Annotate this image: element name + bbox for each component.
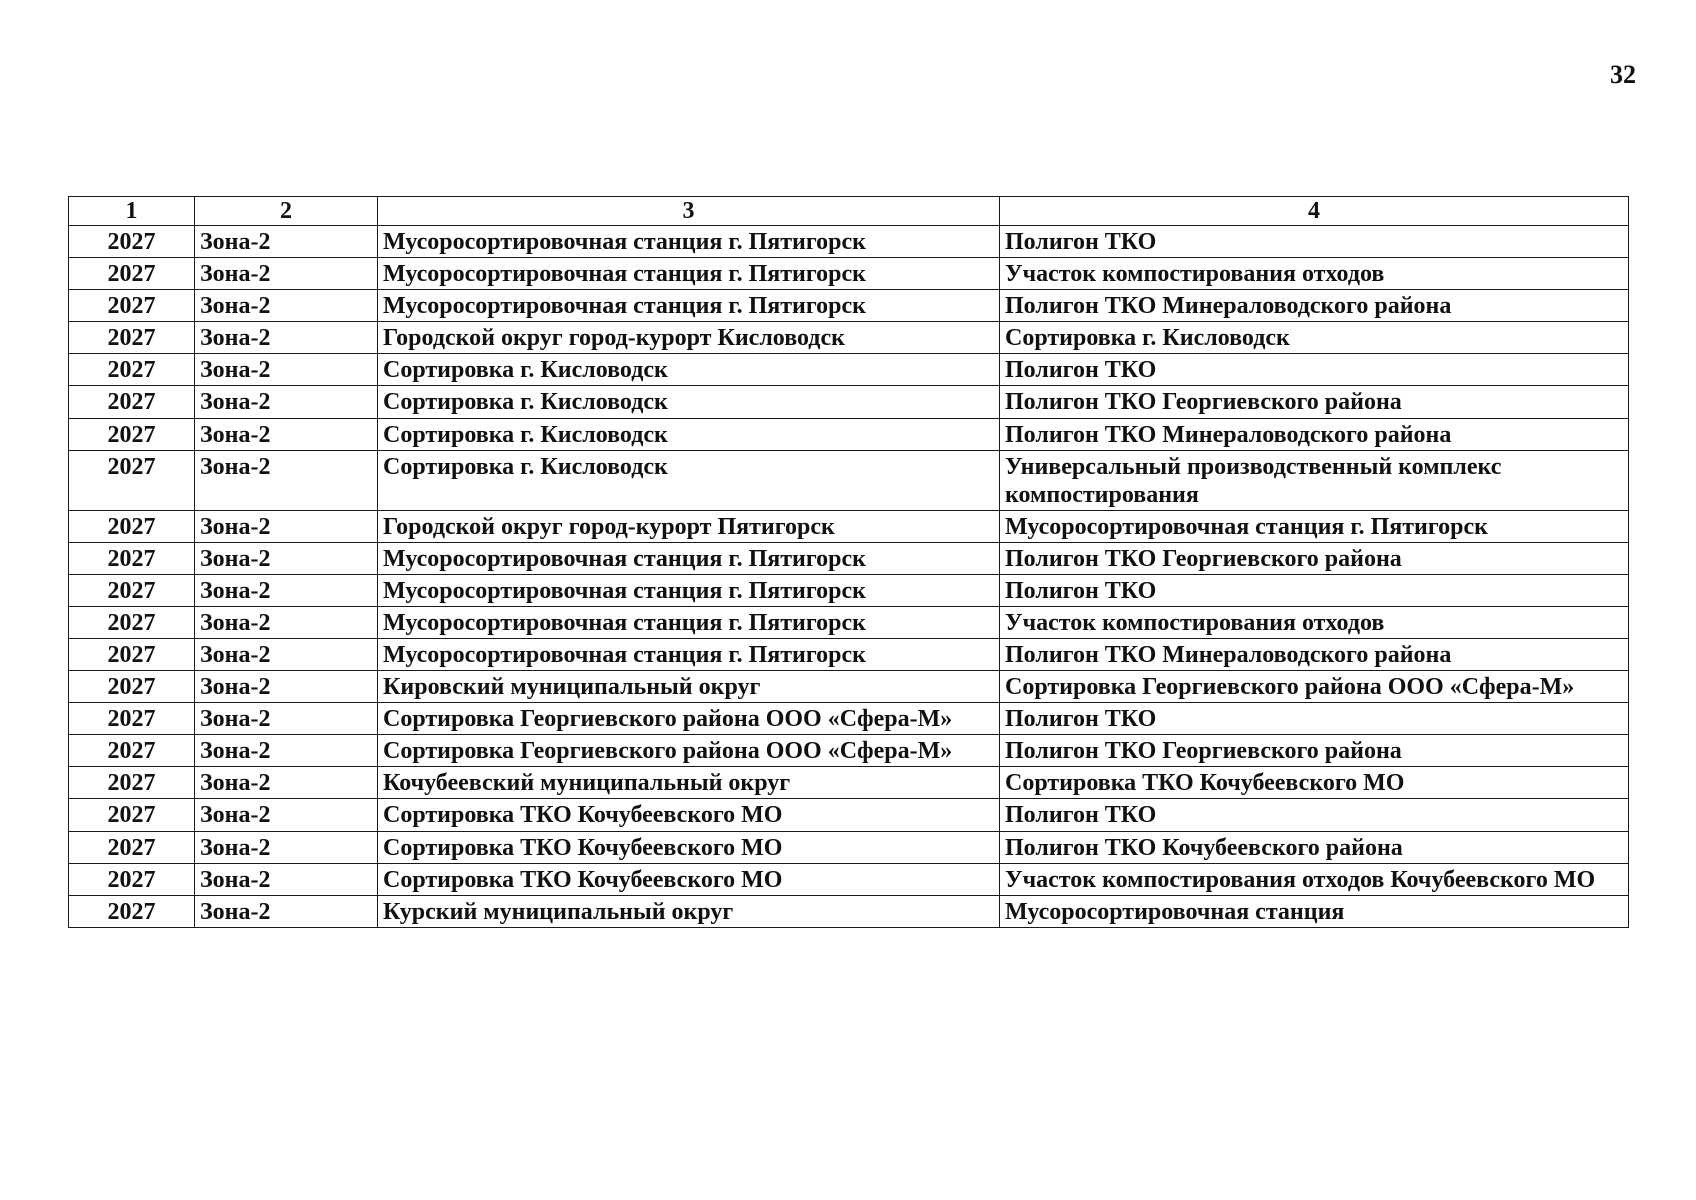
year-cell: 2027 <box>69 226 195 258</box>
destination-cell: Сортировка Георгиевского района ООО «Сфера-М» <box>1000 671 1629 703</box>
zone-cell: Зона-2 <box>195 639 378 671</box>
year-cell: 2027 <box>69 767 195 799</box>
zone-cell: Зона-2 <box>195 574 378 606</box>
destination-cell: Участок компостирования отходов <box>1000 607 1629 639</box>
year-cell: 2027 <box>69 895 195 927</box>
zone-cell: Зона-2 <box>195 386 378 418</box>
destination-cell: Полигон ТКО Георгиевского района <box>1000 386 1629 418</box>
source-cell: Сортировка г. Кисловодск <box>378 418 1000 450</box>
destination-cell: Полигон ТКО Георгиевского района <box>1000 735 1629 767</box>
zone-cell: Зона-2 <box>195 450 378 510</box>
source-cell: Сортировка Георгиевского района ООО «Сфера-М» <box>378 703 1000 735</box>
destination-cell: Участок компостирования отходов <box>1000 258 1629 290</box>
zone-cell: Зона-2 <box>195 226 378 258</box>
zone-cell: Зона-2 <box>195 418 378 450</box>
source-cell: Мусоросортировочная станция г. Пятигорск <box>378 542 1000 574</box>
source-cell: Мусоросортировочная станция г. Пятигорск <box>378 607 1000 639</box>
year-cell: 2027 <box>69 703 195 735</box>
table-row <box>69 703 1629 735</box>
table-row <box>69 831 1629 863</box>
source-cell: Курский муниципальный округ <box>378 895 1000 927</box>
table-row <box>69 510 1629 542</box>
year-cell: 2027 <box>69 290 195 322</box>
header-cell: 1 <box>69 197 195 226</box>
zone-cell: Зона-2 <box>195 290 378 322</box>
table-row <box>69 735 1629 767</box>
year-cell: 2027 <box>69 450 195 510</box>
source-cell: Мусоросортировочная станция г. Пятигорск <box>378 258 1000 290</box>
table-row <box>69 386 1629 418</box>
destination-cell: Полигон ТКО Минераловодского района <box>1000 290 1629 322</box>
table-row <box>69 639 1629 671</box>
destination-cell: Полигон ТКО Георгиевского района <box>1000 542 1629 574</box>
header-cell: 2 <box>195 197 378 226</box>
zone-cell: Зона-2 <box>195 258 378 290</box>
destination-cell: Полигон ТКО <box>1000 703 1629 735</box>
year-cell: 2027 <box>69 799 195 831</box>
table-row <box>69 226 1629 258</box>
zone-cell: Зона-2 <box>195 767 378 799</box>
zone-cell: Зона-2 <box>195 735 378 767</box>
source-cell: Городской округ город-курорт Пятигорск <box>378 510 1000 542</box>
year-cell: 2027 <box>69 258 195 290</box>
year-cell: 2027 <box>69 542 195 574</box>
zone-cell: Зона-2 <box>195 542 378 574</box>
source-cell: Мусоросортировочная станция г. Пятигорск <box>378 639 1000 671</box>
table-header-row <box>69 197 1629 226</box>
zone-cell: Зона-2 <box>195 607 378 639</box>
document-table <box>68 196 1629 928</box>
zone-cell: Зона-2 <box>195 831 378 863</box>
source-cell: Сортировка ТКО Кочубеевского МО <box>378 863 1000 895</box>
year-cell: 2027 <box>69 322 195 354</box>
year-cell: 2027 <box>69 418 195 450</box>
zone-cell: Зона-2 <box>195 895 378 927</box>
year-cell: 2027 <box>69 863 195 895</box>
source-cell: Мусоросортировочная станция г. Пятигорск <box>378 290 1000 322</box>
zone-cell: Зона-2 <box>195 863 378 895</box>
zone-cell: Зона-2 <box>195 703 378 735</box>
table-row <box>69 863 1629 895</box>
source-cell: Сортировка г. Кисловодск <box>378 450 1000 510</box>
destination-cell: Сортировка г. Кисловодск <box>1000 322 1629 354</box>
source-cell: Кочубеевский муниципальный округ <box>378 767 1000 799</box>
source-cell: Сортировка ТКО Кочубеевского МО <box>378 831 1000 863</box>
source-cell: Сортировка Георгиевского района ООО «Сфера-М» <box>378 735 1000 767</box>
table-row <box>69 799 1629 831</box>
year-cell: 2027 <box>69 735 195 767</box>
table-row <box>69 607 1629 639</box>
year-cell: 2027 <box>69 386 195 418</box>
destination-cell: Сортировка ТКО Кочубеевского МО <box>1000 767 1629 799</box>
zone-cell: Зона-2 <box>195 799 378 831</box>
destination-cell: Мусоросортировочная станция <box>1000 895 1629 927</box>
source-cell: Мусоросортировочная станция г. Пятигорск <box>378 226 1000 258</box>
page-number: 32 <box>1610 60 1636 89</box>
source-cell: Сортировка г. Кисловодск <box>378 386 1000 418</box>
source-cell: Кировский муниципальный округ <box>378 671 1000 703</box>
table-row <box>69 895 1629 927</box>
table-row <box>69 354 1629 386</box>
table-row <box>69 767 1629 799</box>
destination-cell: Универсальный производственный комплекс компостирования <box>1000 450 1629 510</box>
destination-cell: Мусоросортировочная станция г. Пятигорск <box>1000 510 1629 542</box>
table-row <box>69 671 1629 703</box>
destination-cell: Полигон ТКО <box>1000 574 1629 606</box>
header-cell: 3 <box>378 197 1000 226</box>
source-cell: Мусоросортировочная станция г. Пятигорск <box>378 574 1000 606</box>
year-cell: 2027 <box>69 671 195 703</box>
table-row <box>69 258 1629 290</box>
year-cell: 2027 <box>69 510 195 542</box>
zone-cell: Зона-2 <box>195 671 378 703</box>
table-row <box>69 542 1629 574</box>
zone-cell: Зона-2 <box>195 322 378 354</box>
zone-cell: Зона-2 <box>195 354 378 386</box>
destination-cell: Полигон ТКО Кочубеевского района <box>1000 831 1629 863</box>
zone-cell: Зона-2 <box>195 510 378 542</box>
year-cell: 2027 <box>69 831 195 863</box>
source-cell: Сортировка г. Кисловодск <box>378 354 1000 386</box>
year-cell: 2027 <box>69 607 195 639</box>
source-cell: Сортировка ТКО Кочубеевского МО <box>378 799 1000 831</box>
year-cell: 2027 <box>69 639 195 671</box>
table-row <box>69 290 1629 322</box>
destination-cell: Полигон ТКО <box>1000 226 1629 258</box>
year-cell: 2027 <box>69 574 195 606</box>
destination-cell: Полигон ТКО Минераловодского района <box>1000 418 1629 450</box>
destination-cell: Полигон ТКО <box>1000 799 1629 831</box>
destination-cell: Полигон ТКО Минераловодского района <box>1000 639 1629 671</box>
destination-cell: Полигон ТКО <box>1000 354 1629 386</box>
table-row <box>69 450 1629 510</box>
table-row <box>69 418 1629 450</box>
table-row <box>69 574 1629 606</box>
year-cell: 2027 <box>69 354 195 386</box>
source-cell: Городской округ город-курорт Кисловодск <box>378 322 1000 354</box>
header-cell: 4 <box>1000 197 1629 226</box>
table-row <box>69 322 1629 354</box>
destination-cell: Участок компостирования отходов Кочубеевского МО <box>1000 863 1629 895</box>
